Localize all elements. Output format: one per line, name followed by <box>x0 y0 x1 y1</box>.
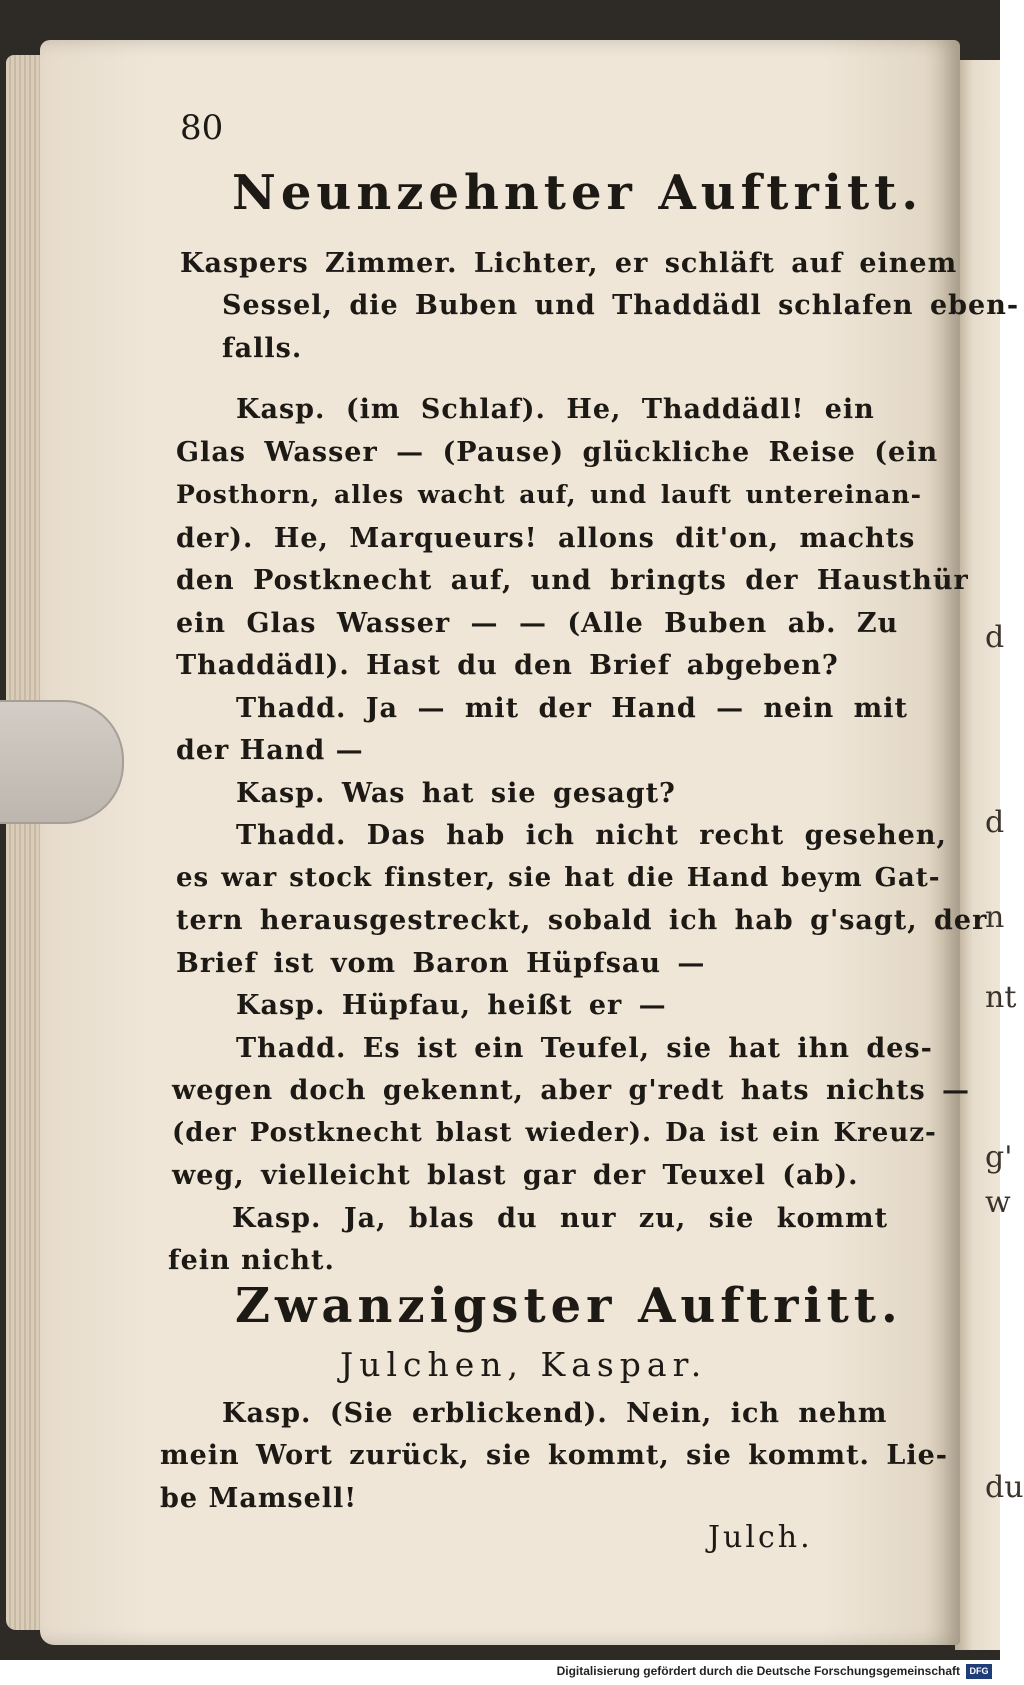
scene-persons: Julchen, Kaspar. <box>340 1345 708 1384</box>
page-number: 80 <box>180 108 224 148</box>
text-line: Glas Wasser — (Pause) glückliche Reise (ein <box>176 437 939 468</box>
text-line: Kasp. (im Schlaf). He, Thaddädl! ein <box>236 394 875 425</box>
text-line: Kasp. Was hat sie gesagt? <box>236 778 676 809</box>
footer-credit: Digitalisierung gefördert durch die Deutsche Forschungsgemeinschaft <box>556 1664 960 1678</box>
text-line: Kasp. Ja, blas du nur zu, sie kommt <box>232 1203 889 1234</box>
text-line: Kasp. Hüpfau, heißt er — <box>236 990 667 1021</box>
text-line: (der Postknecht blast wieder). Da ist ein Kreuz- <box>172 1118 937 1148</box>
scene-heading-20: Zwanzigster Auftritt. <box>235 1278 903 1334</box>
text-line: der). He, Marqueurs! allons dit'on, machts <box>176 523 916 554</box>
text-line: Thadd. Das hab ich nicht recht gesehen, <box>236 820 947 851</box>
text-line: tern herausgestreckt, sobald ich hab g'sagt, der <box>176 905 988 936</box>
text-line: Kaspers Zimmer. Lichter, er schläft auf einem <box>180 248 958 279</box>
text-line: wegen doch gekennt, aber g'redt hats nichts — <box>172 1075 971 1106</box>
text-line: Thadd. Es ist ein Teufel, sie hat ihn des- <box>236 1033 933 1064</box>
text-line: weg, vielleicht blast gar der Teuxel (ab). <box>172 1160 859 1191</box>
text-line: falls. <box>222 333 303 364</box>
facing-page-fragment: g' <box>985 1140 1013 1175</box>
dfg-logo: DFG <box>966 1664 992 1679</box>
text-line: Thaddädl). Hast du den Brief abgeben? <box>176 650 839 681</box>
facing-page-fragment: w <box>985 1185 1011 1220</box>
text-line: der Hand — <box>176 735 364 766</box>
text-line: Thadd. Ja — mit der Hand — nein mit <box>236 693 908 724</box>
bookmark-clip <box>0 700 124 824</box>
facing-page-fragment: d <box>985 805 1005 840</box>
text-line: ein Glas Wasser — — (Alle Buben ab. Zu <box>176 608 899 639</box>
facing-page-fragment: d <box>985 620 1005 655</box>
text-line: Sessel, die Buben und Thaddädl schlafen eben- <box>222 290 1020 321</box>
text-line: Kasp. (Sie erblickend). Nein, ich nehm <box>222 1398 888 1429</box>
text-line: Posthorn, alles wacht auf, und lauft untereinan- <box>176 480 922 509</box>
catchword: Julch. <box>708 1520 813 1555</box>
text-line: den Postknecht auf, und bringts der Hausthür <box>176 565 969 596</box>
text-line: mein Wort zurück, sie kommt, sie kommt. Lie- <box>160 1440 948 1471</box>
text-line: Brief ist vom Baron Hüpfsau — <box>176 948 706 979</box>
text-line: es war stock finster, sie hat die Hand beym Gat- <box>176 863 941 893</box>
facing-page-fragment: n <box>985 900 1005 935</box>
scene-heading-19: Neunzehnter Auftritt. <box>232 165 924 221</box>
text-line: fein nicht. <box>168 1245 335 1276</box>
facing-page-fragment: nt <box>985 980 1017 1015</box>
facing-page-fragment: du <box>985 1470 1024 1505</box>
text-line: be Mamsell! <box>160 1483 358 1514</box>
